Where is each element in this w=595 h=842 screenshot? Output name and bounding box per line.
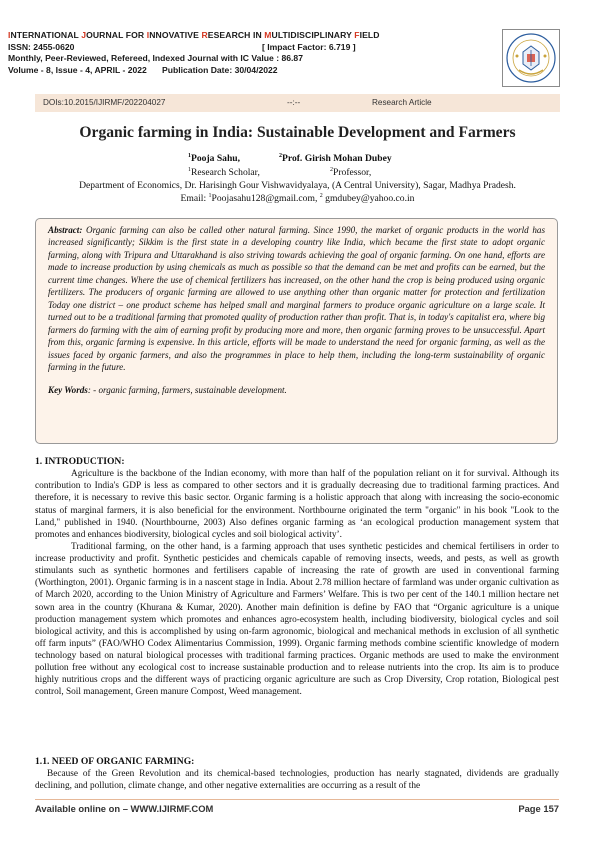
- author-2-role-text: Professor,: [333, 167, 372, 179]
- doi: DOIs:10.2015/IJIRMF/202204027: [43, 98, 166, 107]
- journal-title-word: NTERNATIONAL: [10, 30, 82, 40]
- journal-indexing: Monthly, Peer-Reviewed, Refereed, Indexed Journal with IC Value : 86.87: [8, 53, 303, 63]
- footer-website[interactable]: Available online on – WWW.IJIRMF.COM: [35, 803, 214, 814]
- introduction-heading: 1. INTRODUCTION:: [35, 456, 125, 467]
- email-2[interactable]: gmdubey@yahoo.co.in: [322, 193, 415, 205]
- email-line: [0, 193, 595, 204]
- journal-title-initial: I: [146, 30, 150, 40]
- author-1: [188, 153, 240, 164]
- author-2-role-marker: 2: [330, 167, 333, 173]
- article-type: Research Article: [372, 98, 432, 107]
- affiliation: Department of Economics, Dr. Harisingh Gour Vishwavidyalaya, (A Central University), Sagar, Madhya Pradesh.: [79, 180, 516, 191]
- journal-title-initial: I: [8, 30, 11, 40]
- journal-title-initial: F: [354, 30, 360, 40]
- issn: ISSN: 2455-0620: [8, 41, 75, 52]
- author-1-name: Pooja Sahu,: [191, 153, 241, 165]
- journal-title-word: NNOVATIVE: [149, 30, 202, 40]
- doi-separator: --:--: [287, 98, 301, 107]
- abstract-label: Abstract:: [48, 225, 83, 235]
- need-paragraph-1: Because of the Green Revolution and its chemical-based technologies, production has nearly stagnated, dividends are gradually declining, and pollution, climate change, and other negative externalities are occurring as a result of the: [35, 769, 559, 792]
- page-number: Page 157: [518, 803, 559, 814]
- volume-issue: Volume - 8, Issue - 4, APRIL - 2022: [8, 64, 147, 75]
- journal-title-word: OURNAL FOR: [86, 30, 147, 40]
- email-1-marker: 1: [208, 193, 212, 199]
- author-2-role: [330, 167, 371, 178]
- publication-date: Publication Date: 30/04/2022: [162, 64, 278, 75]
- abstract-paragraph: [48, 224, 545, 373]
- author-1-marker: 1: [188, 153, 191, 159]
- author-2-name: Prof. Girish Mohan Dubey: [282, 153, 392, 165]
- introduction-paragraph-2: Traditional farming, on the other hand, is a farming approach that uses synthetic pesticides and chemical fertilisers in order to increase productivity and profit. Synthetic pesticides and chemicals capable of removing insects, weeds, and pests, as well as growth stimulants such as synthetic hormones and fertilisers capable of increasing the rate of growth are used in conventional farming (Worthington, 2001). Organic farming is in a nascent stage in India. About 2.78 million hectare of farmland was under organic cultivation as of March 2020, according to the Union Ministry of Agriculture and Farmers’ Welfare. This is two per cent of the 140.1 million hectare net sown area in the country (Khurana & Kumar, 2020). Another main definition is define by FAO that “Organic agriculture is a unique production management system which promotes and enhances agro-ecosystem health, including biodiversity, biological cycles and soil biological activity, and this is accomplished by using on-farm agronomic, biological and mechanical methods in exclusion of all synthetic off farm inputs” (FAO/WHO Codex Alimentarius Commission, 1999). Organic farming methods combine scientific knowledge of modern technology based on natural biological processes with traditional farming practices. Organic methods are used to make the environment pollution free without any ecological cost to increase sustainable production and to release nutrients into the crop. Its aim is to produce highly nutritious crops and the different ways of practicing organic agriculture are such as Crop Diversity, Crop rotation, Biological pest control, Soil management, Green manure Compost, Weed management.: [35, 541, 559, 698]
- author-2-marker: 2: [279, 153, 282, 159]
- email-2-marker: 2: [319, 193, 323, 199]
- keywords-line: [48, 384, 545, 396]
- journal-title-initial: R: [201, 30, 208, 40]
- page-footer: [35, 799, 559, 814]
- need-section: [35, 756, 559, 792]
- introduction-paragraph-1: Agriculture is the backbone of the Indian economy, with more than half of the population reliant on it for survival. Although its contribution to India's GDP is less as compared to other sectors and it is gradually decreasing due to traditional farming practices. And therefore, it is necessary to revive this basic sector. Organic farming is a holistic approach that along with increasing the socio-economic status of marginal farmers, it is also beneficial for the environment. Northbourne originated the term "organic" in his book "Look to the Land," published in 1940. (Nourthbourne, 2003) Also defines organic farming as ‘an ecological production management system that promotes and enhances biodiversity, biological cycles and soil biological activity’.: [35, 469, 559, 540]
- keywords-text: : - organic farming, farmers, sustainable development.: [87, 385, 287, 396]
- journal-title-initial: J: [81, 30, 87, 40]
- abstract-box: [35, 218, 558, 444]
- paper-title: Organic farming in India: Sustainable Development and Farmers: [79, 124, 516, 141]
- journal-seal-icon: [503, 30, 559, 86]
- journal-title-word: IELD: [359, 30, 380, 40]
- keywords-label: Key Words: [48, 385, 88, 396]
- journal-title-initial: M: [264, 30, 272, 40]
- journal-header: [8, 30, 380, 76]
- journal-title-word: ULTIDISCIPLINARY: [271, 30, 355, 40]
- journal-logo: [502, 29, 560, 87]
- author-1-role-marker: 1: [188, 167, 191, 173]
- author-2: [279, 153, 392, 164]
- journal-title-word: ESEARCH IN: [207, 30, 265, 40]
- need-heading: 1.1. NEED OF ORGANIC FARMING:: [35, 756, 195, 767]
- doi-bar: [35, 94, 560, 112]
- email-label: Email:: [180, 193, 209, 205]
- impact-factor: [ Impact Factor: 6.719 ]: [262, 41, 356, 52]
- author-1-role-text: Research Scholar,: [191, 167, 260, 179]
- journal-title: [8, 30, 380, 42]
- author-1-role: [188, 167, 260, 178]
- abstract-text: Organic farming can also be called other natural farming. Since 1990, the market of organic products in the world has increased significantly; Sikkim is the first state in a developing country like India, which became the first state to adopt organic farming, along with Tripura and Uttarakhand is also striving towards achieving the goal of organic farming. On one hand, efforts are made to increase production by using chemicals as much as possible so that the demand can be met and profits can be earned, but the current time changes. Where the use of chemical fertilizers has increased, on the other hand the crop is being produced using organic fertilizers. The producers of organic farming are allowed to use anything other than organic matter for protection and fertilization Today one district – one product scheme has helped small and marginal farmers to produce organic agriculture on a large scale. It turned out to be a traditional farming that promoted quality of production rather than profit. That is, in today's capitalist era, where big farmers do farming with the aim of earning profit by producing more and more, then organic farming proves to be unsuccessful. Apart from this, organic farming is expensive. In this article, efforts will be made to understand the need for organic farming, as well as the issues faced by organic farmers, and also the programmes in place to help them, including the long-term sustainability of organic farming in the future.: [48, 225, 545, 372]
- introduction-section: [35, 456, 559, 699]
- email-1[interactable]: Poojasahu128@gmail.com,: [211, 193, 320, 205]
